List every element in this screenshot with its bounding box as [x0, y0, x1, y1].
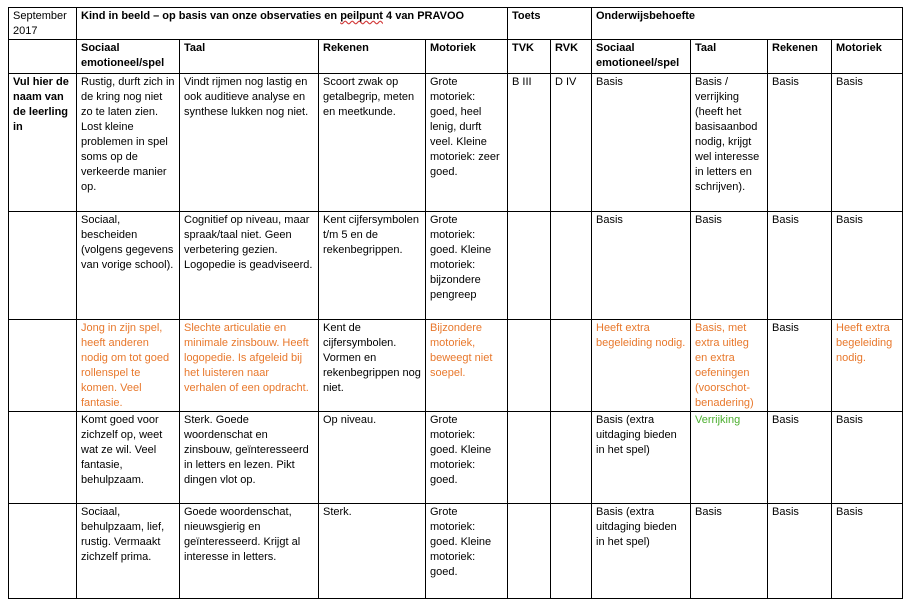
- cell-ob-rekenen: Basis: [768, 74, 832, 212]
- table-title: [77, 8, 508, 40]
- cell-sociaal: Sociaal, bescheiden (volgens gegevens van vorige school).: [77, 212, 180, 320]
- observation-table: [8, 7, 903, 599]
- cell-ob-motoriek: Basis: [832, 504, 903, 599]
- cell-taal: Slechte articulatie en minimale zinsbouw. Heeft logopedie. Is afgeleid bij het luisteren naar verhalen of een opdracht.: [180, 320, 319, 412]
- col-header-sociaal: Sociaal emotioneel/spel: [77, 40, 180, 74]
- col-header-ob-motoriek: Motoriek: [832, 40, 903, 74]
- cell-rekenen: Scoort zwak op getalbegrip, meten en meetkunde.: [319, 74, 426, 212]
- col-header-ob-rekenen: Rekenen: [768, 40, 832, 74]
- table-title-part: 4 van PRAVOO: [382, 10, 465, 22]
- empty-name-cell: [9, 320, 77, 412]
- table-row: [9, 412, 903, 504]
- cell-rvk: [551, 212, 592, 320]
- cell-tvk: [508, 412, 551, 504]
- col-header-taal: Taal: [180, 40, 319, 74]
- cell-motoriek: Bijzondere motoriek, beweegt niet soepel.: [426, 320, 508, 412]
- cell-ob-taal: Basis: [691, 212, 768, 320]
- student-name-cell[interactable]: Vul hier de naam van de leerling in: [9, 74, 77, 212]
- empty-name-cell: [9, 504, 77, 599]
- cell-ob-rekenen: Basis: [768, 212, 832, 320]
- table-row: [9, 504, 903, 599]
- cell-ob-taal: Basis, met extra uitleg en extra oefeningen (voorschot-benadering): [691, 320, 768, 412]
- cell-rvk: [551, 320, 592, 412]
- spellcheck-flagged-word: peilpunt: [340, 10, 383, 22]
- cell-ob-sociaal: Basis: [592, 74, 691, 212]
- cell-ob-taal: Basis: [691, 504, 768, 599]
- cell-rvk: [551, 412, 592, 504]
- cell-rekenen: Sterk.: [319, 504, 426, 599]
- cell-rekenen: Kent de cijfersymbolen. Vormen en rekenbegrippen nog niet.: [319, 320, 426, 412]
- cell-ob-taal: Basis / verrijking (heeft het basisaanbod nodig, krijgt wel interesse in letters en schrijven).: [691, 74, 768, 212]
- cell-taal: Goede woordenschat, nieuwsgierig en geïnteresseerd. Krijgt al interesse in letters.: [180, 504, 319, 599]
- cell-taal: Vindt rijmen nog lastig en ook auditieve analyse en synthese lukken nog niet.: [180, 74, 319, 212]
- cell-ob-motoriek: Basis: [832, 74, 903, 212]
- col-header-ob-taal: Taal: [691, 40, 768, 74]
- cell-ob-motoriek: Basis: [832, 412, 903, 504]
- cell-rekenen: Kent cijfersymbolen t/m 5 en de rekenbegrippen.: [319, 212, 426, 320]
- empty-header-cell: [9, 40, 77, 74]
- cell-ob-sociaal: Basis (extra uitdaging bieden in het spel): [592, 504, 691, 599]
- cell-sociaal: Sociaal, behulpzaam, lief, rustig. Vermaakt zichzelf prima.: [77, 504, 180, 599]
- date-cell: September 2017: [9, 8, 77, 40]
- empty-name-cell: [9, 212, 77, 320]
- cell-rvk: [551, 504, 592, 599]
- cell-rekenen: Op niveau.: [319, 412, 426, 504]
- cell-tvk: [508, 504, 551, 599]
- col-header-rekenen: Rekenen: [319, 40, 426, 74]
- cell-rvk: D IV: [551, 74, 592, 212]
- cell-ob-sociaal: Heeft extra begeleiding nodig.: [592, 320, 691, 412]
- cell-tvk: B III: [508, 74, 551, 212]
- cell-taal: Cognitief op niveau, maar spraak/taal niet. Geen verbetering gezien. Logopedie is geadviseerd.: [180, 212, 319, 320]
- cell-motoriek: Grote motoriek: goed, heel lenig, durft veel. Kleine motoriek: zeer goed.: [426, 74, 508, 212]
- cell-ob-sociaal: Basis (extra uitdaging bieden in het spel): [592, 412, 691, 504]
- table-row: [9, 74, 903, 212]
- empty-name-cell: [9, 412, 77, 504]
- table-row: [9, 320, 903, 412]
- toets-header: Toets: [508, 8, 592, 40]
- cell-ob-rekenen: Basis: [768, 504, 832, 599]
- cell-motoriek: Grote motoriek: goed. Kleine motoriek: goed.: [426, 504, 508, 599]
- cell-ob-taal: Verrijking: [691, 412, 768, 504]
- cell-ob-motoriek: Basis: [832, 212, 903, 320]
- cell-ob-motoriek: Heeft extra begeleiding nodig.: [832, 320, 903, 412]
- col-header-ob-sociaal: Sociaal emotioneel/spel: [592, 40, 691, 74]
- cell-sociaal: Rustig, durft zich in de kring nog niet zo te laten zien. Lost kleine problemen in spel soms op de verkeerde manier op.: [77, 74, 180, 212]
- cell-ob-rekenen: Basis: [768, 412, 832, 504]
- cell-sociaal: Komt goed voor zichzelf op, weet wat ze wil. Veel fantasie, behulpzaam.: [77, 412, 180, 504]
- col-header-motoriek: Motoriek: [426, 40, 508, 74]
- col-header-tvk: TVK: [508, 40, 551, 74]
- table-row: [9, 212, 903, 320]
- cell-ob-rekenen: Basis: [768, 320, 832, 412]
- table-title-part: Kind in beeld – op basis van onze observaties en: [81, 10, 341, 22]
- cell-motoriek: Grote motoriek: goed. Kleine motoriek: bijzondere pengreep: [426, 212, 508, 320]
- cell-tvk: [508, 212, 551, 320]
- onderwijsbehoefte-header: Onderwijsbehoefte: [592, 8, 903, 40]
- cell-taal: Sterk. Goede woordenschat en zinsbouw, geïnteresseerd in letters en lezen. Pikt dingen vlot op.: [180, 412, 319, 504]
- col-header-rvk: RVK: [551, 40, 592, 74]
- cell-sociaal: Jong in zijn spel, heeft anderen nodig om tot goed rollenspel te komen. Veel fantasie.: [77, 320, 180, 412]
- cell-ob-sociaal: Basis: [592, 212, 691, 320]
- cell-motoriek: Grote motoriek: goed. Kleine motoriek: goed.: [426, 412, 508, 504]
- cell-tvk: [508, 320, 551, 412]
